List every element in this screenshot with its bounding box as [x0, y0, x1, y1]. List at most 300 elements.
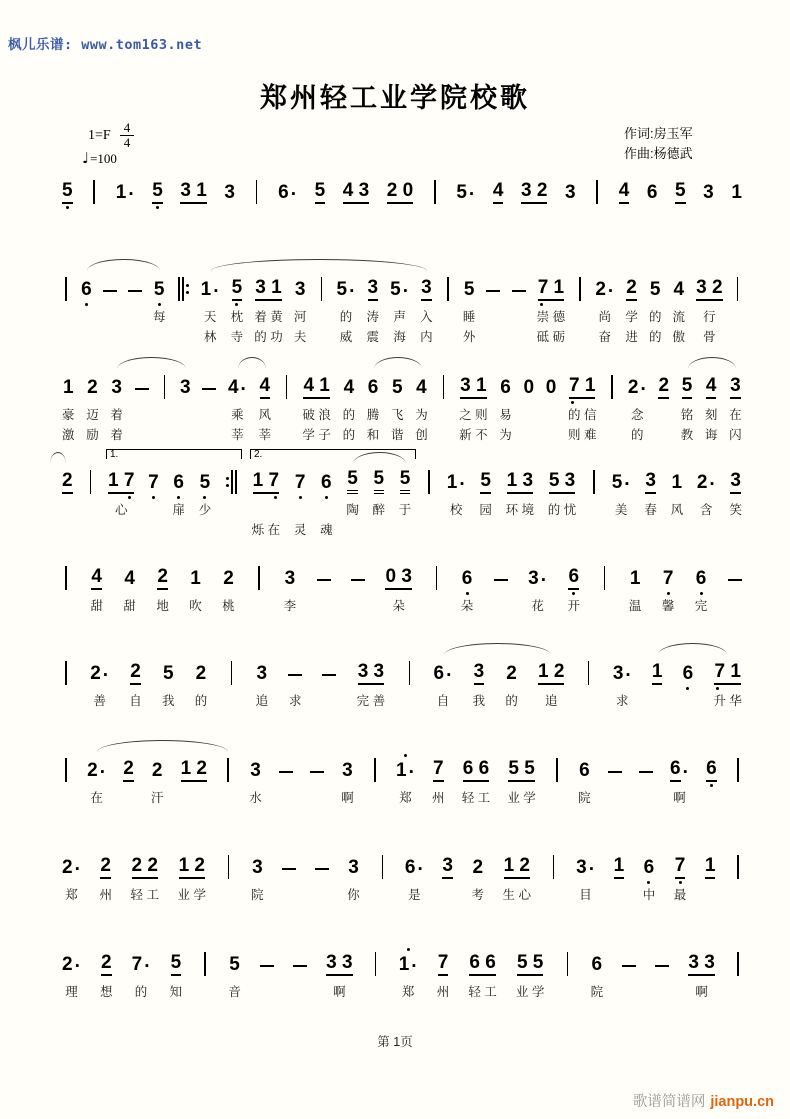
note-column: 4 — [619, 174, 630, 210]
barline — [62, 560, 70, 616]
note-column: 3 李 — [284, 560, 297, 616]
barline — [372, 946, 380, 1002]
note-column: 2 · 含 — [697, 464, 716, 540]
note-column: 2 0 — [387, 174, 413, 210]
note-column: 5 · — [456, 182, 476, 205]
lyric-verse1: 的 — [134, 985, 148, 999]
lyric-verse1: 音 — [228, 985, 241, 999]
note-column: 6 — [706, 752, 717, 808]
note-column: 5 — [675, 174, 686, 210]
score-line — [62, 930, 742, 1002]
lyric-verse1: 声 — [393, 310, 406, 324]
note-column: 6 开 — [568, 560, 581, 616]
lyric-verse1: 中 — [642, 888, 656, 902]
note-column: 2 — [123, 752, 134, 808]
note-column: 3 笑 — [729, 464, 742, 540]
lyric-verse2: 烁 在 — [251, 523, 281, 537]
barline — [608, 369, 616, 445]
lyric-verse1: 含 — [700, 503, 713, 517]
lyric-verse2: 的 — [648, 330, 662, 344]
lyric-verse1: 考 — [471, 888, 484, 902]
note-column: 3 · 求 — [613, 655, 632, 711]
lyric-verse1: 李 — [283, 599, 297, 613]
note-column: 5 · 美 — [612, 464, 631, 540]
lyric-verse1: 业 学 — [515, 985, 545, 999]
score-line — [62, 639, 742, 711]
note-column: 3 · 花 — [528, 560, 547, 616]
lyric-verse1: 轻 工 — [461, 791, 491, 805]
lyric-verse1: 地 — [156, 599, 169, 613]
lyric-verse1: 校 — [449, 503, 463, 517]
barline — [563, 946, 571, 1002]
note-column: 1 风 — [671, 464, 684, 540]
barline — [600, 560, 608, 616]
barline — [734, 271, 742, 347]
dash-note — [202, 369, 216, 445]
dash-note — [293, 946, 307, 1002]
lyric-verse2: 灵 — [293, 523, 307, 537]
lyric-verse1: 理 — [65, 985, 78, 999]
note-column: 5 音 — [228, 946, 241, 1002]
note-column: 3 春 — [644, 464, 657, 540]
note-column: 3 着 着 — [110, 369, 123, 445]
barline — [576, 271, 584, 347]
lyric-verse1: 升 华 — [713, 694, 742, 708]
lyric-verse1: 温 — [628, 599, 642, 613]
note-column: 2 地 — [156, 560, 169, 616]
lyric-verse1: 风 — [670, 503, 684, 517]
lyric-verse1: 迈 — [86, 408, 99, 422]
barline — [431, 174, 439, 210]
note-column: 1 2 生 心 — [503, 849, 531, 905]
lyric-verse1: 着 黄 — [254, 310, 283, 324]
dash-note — [322, 655, 336, 711]
note-column: 1 温 — [629, 560, 642, 616]
lyric-verse1: 朵 — [392, 599, 405, 613]
note-column: 1 7 烁 在 — [252, 464, 280, 540]
lyric-verse1: 笑 — [729, 503, 742, 517]
volta-bracket — [250, 449, 416, 459]
lyric-verse1: 知 — [169, 985, 183, 999]
score-line — [62, 736, 742, 808]
lyric-verse2: 激 — [62, 428, 75, 442]
note-column: 1 · 郑 — [399, 946, 418, 1002]
note-column: 4 风 莘 — [259, 369, 272, 445]
site-name: 枫儿乐谱: — [8, 37, 73, 53]
slur-curve — [117, 357, 186, 369]
note-column: 5 — [152, 174, 163, 210]
lyric-verse1: 的 信 — [568, 408, 597, 422]
barline — [255, 560, 263, 616]
note-column: 5 飞 谐 — [391, 369, 404, 445]
note-column: 5 铭 教 — [681, 369, 694, 445]
note-column: 5 — [62, 174, 73, 210]
dash-note — [103, 271, 117, 347]
note-column: 6 6 轻 工 — [468, 946, 496, 1002]
note-column: 7 馨 — [662, 560, 675, 616]
watermark-url: jianpu.cn — [710, 1094, 774, 1110]
note-column: 3 院 — [251, 849, 264, 905]
note-column: 3 2 行 骨 — [696, 271, 722, 347]
lyric-verse2: 学 子 — [302, 428, 331, 442]
lyric-verse2: 的 — [631, 428, 644, 442]
lyric-verse1: 学 — [625, 310, 638, 324]
note-column: 5 少 — [199, 464, 212, 540]
note-column: 2 学 进 — [625, 271, 638, 347]
volta-label: 2. — [254, 449, 263, 460]
lyric-verse2: 威 — [339, 330, 353, 344]
barline — [225, 464, 238, 540]
lyric-verse1: 扉 — [172, 503, 185, 517]
note-column: 4 甜 — [90, 560, 103, 616]
note-column: 5 枕 寺 — [231, 271, 244, 347]
note-column: 4 流 傲 — [673, 271, 686, 347]
note-column: 3 追 — [256, 655, 269, 711]
note-column: 1 — [652, 655, 663, 711]
lyric-verse2: 谐 — [391, 428, 404, 442]
slur-curve — [374, 357, 422, 369]
note-column: 1 2 追 — [538, 655, 564, 711]
barline — [585, 655, 593, 711]
dash-note — [351, 560, 365, 616]
note-column: 6 扉 — [172, 464, 185, 540]
note-column: 2 · 郑 — [62, 849, 81, 905]
note-column: 5 5 业 学 — [516, 946, 544, 1002]
note-column: 7 · 的 — [132, 946, 151, 1002]
note-column: 7 州 — [437, 946, 450, 1002]
note-column: 2 · 念 的 — [628, 369, 647, 445]
dash-note — [315, 849, 329, 905]
note-column: 0 — [523, 377, 535, 398]
watermark-site-name: 歌谱简谱网 — [632, 1094, 706, 1110]
lyric-verse1: 郑 — [65, 888, 78, 902]
barline — [378, 849, 386, 905]
barline — [62, 655, 70, 711]
barline — [439, 369, 447, 445]
note-column: 2 · 善 — [90, 655, 109, 711]
note-column: 1 · 天 林 — [201, 271, 220, 347]
lyric-verse1: 着 — [110, 408, 123, 422]
note-column: 5 · 声 海 — [390, 271, 409, 347]
note-column: 4 1 破 浪 学 子 — [302, 369, 330, 445]
note-column: 7 1 崇 德 砥 砺 — [537, 271, 565, 347]
lyric-verse1: 的 — [505, 694, 518, 708]
key-label: 1=F — [88, 127, 111, 143]
note-column: 2 的 — [195, 655, 208, 711]
lyric-verse2: 内 — [420, 330, 433, 344]
note-column: 6 院 — [591, 946, 604, 1002]
note-column: 2 考 — [471, 849, 484, 905]
dash-note — [494, 560, 508, 616]
lyric-verse1: 生 心 — [502, 888, 532, 902]
lyric-verse2: 傲 — [672, 330, 686, 344]
note-column: 6 6 轻 工 — [462, 752, 490, 808]
note-column: 6 · 是 — [405, 849, 424, 905]
note-column: 2 桃 — [222, 560, 235, 616]
lyric-verse1: 的 — [339, 310, 353, 324]
lyric-verse2: 外 — [462, 330, 476, 344]
barline — [444, 271, 452, 347]
dash-note — [608, 752, 622, 808]
lyric-verse1: 桃 — [222, 599, 235, 613]
note-column: 6 — [683, 655, 694, 711]
note-column: 6 · — [278, 182, 298, 205]
note-column: 3 你 — [347, 849, 360, 905]
dash-note — [310, 752, 324, 808]
lyric-verse1: 啊 — [341, 791, 354, 805]
lyric-verse1: 流 — [672, 310, 686, 324]
note-column: 1 · — [115, 182, 135, 205]
lyric-verse1: 我 — [161, 694, 175, 708]
note-column: 7 最 — [674, 849, 687, 905]
score-line — [62, 833, 742, 905]
note-column: 4 · 乘 莘 — [228, 369, 247, 445]
lyric-verse2: 闪 — [729, 428, 742, 442]
lyric-verse1: 开 — [567, 599, 581, 613]
note-column: 5 知 — [170, 946, 183, 1002]
lyric-verse2: 为 — [499, 428, 512, 442]
note-column: 2 迈 励 — [86, 369, 99, 445]
barline — [425, 464, 433, 540]
note-column: 3 在 闪 — [729, 369, 742, 445]
lyric-verse1: 轻 工 — [468, 985, 497, 999]
lyric-verse1: 州 — [436, 985, 450, 999]
lyric-verse1: 破 浪 — [302, 408, 331, 422]
lyric-verse2: 则 难 — [568, 428, 597, 442]
lyric-verse1: 的 — [342, 408, 356, 422]
barline — [734, 752, 742, 808]
note-column: 6 魂 — [320, 464, 333, 540]
note-column: 6 — [81, 271, 92, 347]
note-column: 5 陶 — [346, 464, 359, 540]
note-column: 7 1 升 华 — [713, 655, 741, 711]
note-column: 4 的 的 — [343, 369, 356, 445]
note-column: 6 — [646, 182, 658, 203]
lyric-verse1: 我 — [472, 694, 486, 708]
lyric-verse1: 刻 — [704, 408, 718, 422]
note-column: 1 — [705, 849, 716, 905]
note-column: 6 中 — [643, 849, 656, 905]
lyric-verse1: 崇 德 — [536, 310, 566, 324]
note-column: 6 院 — [578, 752, 591, 808]
score-line — [62, 255, 742, 347]
lyric-verse1: 花 — [531, 599, 544, 613]
lyric-verse2: 骨 — [703, 330, 716, 344]
lyric-verse1: 汗 — [150, 791, 164, 805]
note-column: 5 每 — [153, 271, 166, 347]
lyric-verse2: 的 功 — [254, 330, 283, 344]
volta-label: 1. — [110, 449, 119, 460]
lyric-verse1: 枕 — [230, 310, 244, 324]
lyric-verse1: 求 — [289, 694, 302, 708]
note-column: 3 — [703, 182, 714, 203]
lyric-verse1: 业 学 — [507, 791, 536, 805]
lyric-verse1: 风 — [258, 408, 272, 422]
lyric-verse1: 在 — [729, 408, 742, 422]
lyric-verse1: 之 则 — [459, 408, 488, 422]
slur-curve — [211, 259, 427, 271]
lyric-verse1: 乘 — [231, 408, 244, 422]
lyric-verse1: 啊 — [333, 985, 346, 999]
barline — [62, 752, 70, 808]
note-column: 0 — [545, 377, 557, 398]
lyric-verse2: 着 — [110, 428, 123, 442]
lyric-verse1: 每 — [152, 310, 166, 324]
note-column: 6 · 自 — [434, 655, 453, 711]
note-column: 2 自 — [129, 655, 142, 711]
note-column: 3 3 啊 — [688, 946, 714, 1002]
lyric-verse1: 啊 — [673, 791, 686, 805]
lyric-verse1: 善 — [93, 694, 106, 708]
note-column: 3 啊 — [341, 752, 354, 808]
lyric-verse1: 少 — [198, 503, 212, 517]
lyric-verse1: 院 — [590, 985, 604, 999]
lyric-verse2: 的 — [342, 428, 356, 442]
slur-curve — [87, 259, 160, 271]
note-column: 3 河 夫 — [294, 271, 307, 347]
score-line — [62, 353, 742, 445]
lyric-verse1: 你 — [347, 888, 360, 902]
note-column: 5 的 的 — [649, 271, 662, 347]
note-column: 1 — [731, 182, 742, 203]
barline — [734, 849, 742, 905]
lyric-verse2: 寺 — [230, 330, 244, 344]
note-column: 3 · 目 — [576, 849, 595, 905]
note-column: 2 — [658, 369, 669, 445]
dash-note — [728, 560, 742, 616]
note-column: 6 朵 — [461, 560, 474, 616]
lyric-verse1: 的 — [648, 310, 662, 324]
slur-curve — [444, 643, 552, 655]
note-column: 4 刻 诲 — [705, 369, 718, 445]
lyric-verse1: 自 — [129, 694, 142, 708]
note-column: 1 豪 激 — [62, 369, 75, 445]
lyric-verse2: 魂 — [320, 523, 333, 537]
lyric-verse1: 自 — [436, 694, 450, 708]
note-column: 4 — [493, 174, 504, 210]
note-column: 7 1 的 信 则 难 — [568, 369, 596, 445]
lyric-verse1: 甜 — [90, 599, 103, 613]
note-column: 4 为 创 — [415, 369, 428, 445]
barline — [371, 752, 379, 808]
lyric-verse1: 追 — [544, 694, 558, 708]
note-column: 2 州 — [99, 849, 112, 905]
lyric-verse1: 腾 — [366, 408, 380, 422]
barline — [86, 464, 94, 540]
slur-curve — [658, 643, 728, 655]
lyric-verse2: 震 — [366, 330, 380, 344]
dash-note — [639, 752, 653, 808]
note-column: 1 · 郑 — [396, 752, 415, 808]
lyric-verse1: 铭 — [680, 408, 694, 422]
note-column: 2 — [62, 464, 73, 540]
note-column: 0 3 朵 — [385, 560, 411, 616]
note-column: 3 — [564, 182, 576, 203]
note-column: 2 汗 — [151, 752, 164, 808]
barline — [225, 849, 233, 905]
lyric-verse2: 林 — [203, 330, 217, 344]
barline — [160, 369, 168, 445]
lyric-verse2: 砥 砺 — [536, 330, 566, 344]
lyric-verse1: 醉 — [372, 503, 386, 517]
note-column: 3 我 — [473, 655, 486, 711]
lyric-verse1: 园 — [479, 503, 492, 517]
lyric-verse1: 陶 — [346, 503, 359, 517]
barline — [201, 946, 209, 1002]
note-column: 3 — [179, 377, 191, 398]
barline — [227, 655, 235, 711]
lyric-verse1: 的 — [194, 694, 208, 708]
note-column: 1 · 校 — [447, 464, 466, 540]
lyric-verse1: 睡 — [462, 310, 476, 324]
lyric-verse1: 豪 — [62, 408, 75, 422]
note-column: 5 5 业 学 — [507, 752, 535, 808]
lyric-verse1: 于 — [398, 503, 412, 517]
lyric-verse1: 涛 — [366, 310, 380, 324]
dash-note — [655, 946, 669, 1002]
quarter-note-icon: ♩ — [82, 149, 90, 167]
lyric-verse1: 追 — [255, 694, 269, 708]
slur-curve — [688, 357, 736, 369]
page-number: 第 1页 — [377, 1035, 413, 1049]
note-column: 1 2 — [181, 752, 207, 808]
note-column: 2 · 尚 奋 — [595, 271, 614, 347]
lyric-verse2: 莘 — [258, 428, 272, 442]
note-column: 5 睡 外 — [463, 271, 476, 347]
note-column: 3 — [224, 182, 235, 203]
note-column: 6 易 为 — [499, 369, 512, 445]
note-column: 3 3 完 善 — [357, 655, 385, 711]
lyric-verse1: 完 善 — [356, 694, 386, 708]
note-column: 1 7 心 — [108, 464, 134, 540]
note-column: 3 — [442, 849, 453, 905]
lyric-verse1: 美 — [614, 503, 628, 517]
barline — [590, 464, 598, 540]
note-column: 3 1 着 黄 的 功 — [254, 271, 282, 347]
note-column: 1 3 环 境 — [506, 464, 534, 540]
note-column: 6 腾 和 — [367, 369, 380, 445]
lyric-verse1: 院 — [578, 791, 591, 805]
barline — [550, 849, 558, 905]
note-column: 2 想 — [100, 946, 113, 1002]
composer-credit: 作曲:杨德武 — [624, 146, 693, 161]
lyric-verse1: 啊 — [695, 985, 708, 999]
note-column: 2 2 轻 工 — [131, 849, 159, 905]
lyric-verse1: 河 — [293, 310, 307, 324]
lyric-verse1: 吹 — [189, 599, 202, 613]
note-column: 5 我 — [162, 655, 175, 711]
barline — [405, 655, 413, 711]
note-column: 5 3 的 忧 — [548, 464, 576, 540]
lyric-verse1: 郑 — [399, 791, 412, 805]
lyric-verse1: 春 — [644, 503, 657, 517]
lyric-verse1: 念 — [631, 408, 644, 422]
barline — [553, 752, 561, 808]
time-signature-numerator: 4 — [120, 121, 135, 136]
lyric-verse1: 尚 — [598, 310, 612, 324]
dash-note — [135, 369, 149, 445]
barline — [90, 174, 98, 210]
watermark — [633, 1090, 774, 1111]
lyric-verse1: 在 — [90, 791, 103, 805]
note-column: 6 · 啊 — [670, 752, 689, 808]
dash-note — [282, 849, 296, 905]
slur-curve — [50, 452, 66, 464]
note-column: 5 园 — [479, 464, 492, 540]
barline — [253, 174, 261, 210]
note-column: 3 1 之 则 新 不 — [459, 369, 487, 445]
lyric-verse1: 飞 — [391, 408, 404, 422]
